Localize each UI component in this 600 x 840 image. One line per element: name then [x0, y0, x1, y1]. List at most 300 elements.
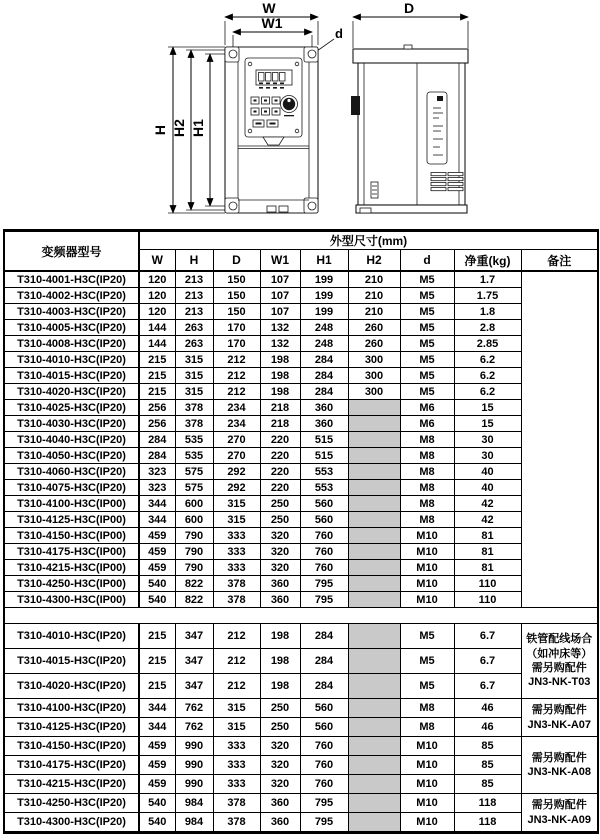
side-slot	[371, 182, 378, 198]
dim-cell: 990	[175, 775, 213, 794]
header-dim-h1: H1	[300, 250, 348, 272]
model-cell: T310-4060-H3C(IP20)	[4, 464, 139, 480]
dim-cell	[348, 674, 400, 699]
dim-cell: 220	[260, 432, 300, 448]
table-row	[4, 304, 598, 320]
mounting-hole	[229, 50, 237, 58]
dim-cell: 553	[300, 480, 348, 496]
weight-cell: 1.75	[454, 288, 521, 304]
nameplate-label	[427, 92, 447, 164]
dim-cell	[348, 813, 400, 833]
remark-line: JN3-NK-A07	[527, 718, 592, 731]
dim-cell: M5	[400, 384, 454, 400]
weight-cell: 30	[454, 448, 521, 464]
dim-cell: M5	[400, 271, 454, 288]
dim-cell: M10	[400, 737, 454, 756]
dim-cell: 320	[260, 756, 300, 775]
table-row	[4, 813, 598, 833]
dim-cell: 344	[139, 699, 175, 718]
table-header	[4, 231, 598, 272]
weight-cell: 6.2	[454, 384, 521, 400]
dim-cell: 378	[175, 400, 213, 416]
weight-cell: 110	[454, 576, 521, 592]
header-size-group: 外型尺寸(mm)	[139, 231, 598, 250]
separator-row	[4, 608, 598, 624]
dim-cell: 320	[260, 528, 300, 544]
dim-cell: 378	[213, 813, 260, 833]
dim-cell: 378	[213, 592, 260, 608]
table-row	[4, 512, 598, 528]
dim-cell: 822	[175, 592, 213, 608]
dim-cell: 213	[175, 288, 213, 304]
dim-cell: 822	[175, 576, 213, 592]
table-row	[4, 528, 598, 544]
weight-cell: 118	[454, 794, 521, 813]
weight-cell: 6.7	[454, 624, 521, 649]
dim-cell: 260	[348, 336, 400, 352]
dim-cell: 333	[213, 528, 260, 544]
dim-cell: 215	[139, 384, 175, 400]
dim-cell: M10	[400, 576, 454, 592]
dim-cell: 120	[139, 304, 175, 320]
dim-cell: 215	[139, 368, 175, 384]
dim-cell: 256	[139, 400, 175, 416]
dim-cell: 270	[213, 432, 260, 448]
header-dim-w: W	[139, 250, 175, 272]
dim-cell: 212	[213, 384, 260, 400]
side-view	[351, 0, 468, 213]
dim-cell	[348, 718, 400, 737]
table-row	[4, 560, 598, 576]
table-row	[4, 416, 598, 432]
dim-cell: 212	[213, 649, 260, 674]
dim-cell: 199	[300, 271, 348, 288]
dim-cell: 170	[213, 336, 260, 352]
dim-cell: 795	[300, 592, 348, 608]
dim-cell: 150	[213, 288, 260, 304]
dim-cell: 284	[300, 649, 348, 674]
model-cell: T310-4175-H3C(IP00)	[4, 544, 139, 560]
table-row	[4, 352, 598, 368]
weight-cell: 1.8	[454, 304, 521, 320]
dim-cell: 762	[175, 718, 213, 737]
dim-cell: 300	[348, 368, 400, 384]
dim-cell: 600	[175, 496, 213, 512]
dim-cell: 284	[139, 448, 175, 464]
model-cell: T310-4100-H3C(IP20)	[4, 699, 139, 718]
weight-cell: 81	[454, 528, 521, 544]
model-cell: T310-4100-H3C(IP00)	[4, 496, 139, 512]
dim-cell: 344	[139, 718, 175, 737]
dim-cell: 234	[213, 400, 260, 416]
dim-cell	[348, 528, 400, 544]
remark-cell	[521, 794, 598, 833]
dim-cell: 284	[139, 432, 175, 448]
dim-cell: 347	[175, 674, 213, 699]
dim-cell: 120	[139, 288, 175, 304]
dim-cell	[348, 592, 400, 608]
dim-cell: M8	[400, 718, 454, 737]
dim-cell: 378	[175, 416, 213, 432]
dim-cell	[348, 544, 400, 560]
dim-cell: M8	[400, 496, 454, 512]
dim-cell: 760	[300, 775, 348, 794]
table-row	[4, 592, 598, 608]
dim-cell	[348, 756, 400, 775]
dim-cell: 315	[213, 496, 260, 512]
weight-cell: 42	[454, 512, 521, 528]
weight-cell: 85	[454, 775, 521, 794]
dim-cell: 292	[213, 480, 260, 496]
table-row	[4, 288, 598, 304]
dim-cell: 360	[300, 416, 348, 432]
dim-cell: 250	[260, 512, 300, 528]
dim-cell	[348, 737, 400, 756]
dim-cell: M5	[400, 674, 454, 699]
dim-cell: M5	[400, 336, 454, 352]
table-row	[4, 320, 598, 336]
model-cell: T310-4020-H3C(IP20)	[4, 674, 139, 699]
dim-cell: 198	[260, 674, 300, 699]
table-body	[4, 271, 598, 833]
dim-cell: 198	[260, 352, 300, 368]
dim-cell: M10	[400, 544, 454, 560]
table-row	[4, 336, 598, 352]
dim-cell: 347	[175, 649, 213, 674]
dim-cell: 333	[213, 775, 260, 794]
header-dim-w1: W1	[260, 250, 300, 272]
dim-cell: 260	[348, 320, 400, 336]
dim-cell	[348, 464, 400, 480]
dim-cell: 540	[139, 794, 175, 813]
table-row	[4, 576, 598, 592]
dim-label-w: W	[262, 0, 276, 16]
dim-cell: M10	[400, 592, 454, 608]
dim-cell: 198	[260, 368, 300, 384]
remark-cell	[521, 737, 598, 794]
dim-cell: 560	[300, 718, 348, 737]
dim-label-depth: D	[403, 0, 415, 16]
model-cell: T310-4001-H3C(IP20)	[4, 271, 139, 288]
dim-cell: 107	[260, 304, 300, 320]
dim-cell: 795	[300, 813, 348, 833]
dim-cell	[348, 448, 400, 464]
dim-cell: 984	[175, 794, 213, 813]
dim-cell: 760	[300, 544, 348, 560]
model-cell: T310-4215-H3C(IP20)	[4, 775, 139, 794]
dim-label-h: H	[152, 124, 168, 136]
header-dim-h: H	[175, 250, 213, 272]
remark-line: 需另购配件	[531, 704, 587, 717]
dim-cell: 760	[300, 560, 348, 576]
model-cell: T310-4250-H3C(IP20)	[4, 794, 139, 813]
model-cell: T310-4040-H3C(IP20)	[4, 432, 139, 448]
dim-cell	[348, 432, 400, 448]
dim-cell: 560	[300, 496, 348, 512]
weight-cell: 6.7	[454, 674, 521, 699]
model-cell: T310-4015-H3C(IP20)	[4, 649, 139, 674]
remark-line: JN3-NK-T03	[528, 676, 591, 689]
dim-cell: 575	[175, 480, 213, 496]
header-model: 变频器型号	[4, 231, 139, 272]
remark-cell	[521, 699, 598, 737]
dim-cell: 250	[260, 718, 300, 737]
dim-cell: 459	[139, 756, 175, 775]
dim-cell: 292	[213, 464, 260, 480]
dim-label-h2: H2	[171, 119, 187, 137]
dim-cell: 333	[213, 737, 260, 756]
dim-cell: M5	[400, 288, 454, 304]
dim-cell: 320	[260, 544, 300, 560]
mounting-hole	[229, 202, 237, 210]
table-row	[4, 496, 598, 512]
dim-cell: 790	[175, 528, 213, 544]
model-cell: T310-4010-H3C(IP20)	[4, 624, 139, 649]
dim-cell: 212	[213, 352, 260, 368]
model-cell: T310-4015-H3C(IP20)	[4, 368, 139, 384]
dim-cell: 215	[139, 649, 175, 674]
dim-cell	[348, 480, 400, 496]
dim-cell: 540	[139, 592, 175, 608]
model-cell: T310-4300-H3C(IP20)	[4, 813, 139, 833]
dim-cell: 535	[175, 448, 213, 464]
weight-cell: 6.2	[454, 368, 521, 384]
dim-cell: 218	[260, 416, 300, 432]
dim-cell: M8	[400, 512, 454, 528]
model-cell: T310-4125-H3C(IP00)	[4, 512, 139, 528]
dim-cell: 284	[300, 352, 348, 368]
dim-cell: 218	[260, 400, 300, 416]
dim-cell: 144	[139, 320, 175, 336]
dim-cell: 284	[300, 674, 348, 699]
weight-cell: 2.8	[454, 320, 521, 336]
weight-cell: 85	[454, 737, 521, 756]
dim-cell: M5	[400, 352, 454, 368]
dim-cell: 215	[139, 352, 175, 368]
dim-cell: 210	[348, 304, 400, 320]
remark-line: JN3-NK-A08	[527, 766, 592, 778]
dim-cell: M10	[400, 775, 454, 794]
dim-cell: M5	[400, 368, 454, 384]
dim-label-d: d	[335, 26, 343, 41]
dim-cell: 760	[300, 756, 348, 775]
dim-cell: 315	[213, 718, 260, 737]
dim-cell: 270	[213, 448, 260, 464]
table-row	[4, 756, 598, 775]
weight-cell: 110	[454, 592, 521, 608]
dim-cell: 284	[300, 384, 348, 400]
dim-cell: 790	[175, 560, 213, 576]
dim-cell: 198	[260, 649, 300, 674]
dim-cell: 300	[348, 384, 400, 400]
dim-cell: 248	[300, 320, 348, 336]
terminal-block	[351, 96, 360, 115]
weight-cell: 118	[454, 813, 521, 833]
weight-cell: 46	[454, 699, 521, 718]
weight-cell: 6.7	[454, 649, 521, 674]
dim-cell: 575	[175, 464, 213, 480]
dim-cell: 360	[260, 794, 300, 813]
dim-cell: 459	[139, 528, 175, 544]
dim-cell: 560	[300, 699, 348, 718]
dim-cell: 344	[139, 512, 175, 528]
dim-cell: 248	[300, 336, 348, 352]
dim-cell: 250	[260, 496, 300, 512]
dim-cell: M5	[400, 320, 454, 336]
header-remark: 备注	[521, 250, 598, 272]
dim-cell: 284	[300, 368, 348, 384]
weight-cell: 2.85	[454, 336, 521, 352]
separator-cell	[4, 608, 598, 624]
dim-cell: M8	[400, 432, 454, 448]
dim-cell: 790	[175, 544, 213, 560]
dim-cell: 263	[175, 320, 213, 336]
dim-cell: 315	[175, 352, 213, 368]
model-cell: T310-4005-H3C(IP20)	[4, 320, 139, 336]
weight-cell: 81	[454, 560, 521, 576]
dim-cell: 107	[260, 288, 300, 304]
dim-cell: 150	[213, 271, 260, 288]
dim-cell	[348, 400, 400, 416]
table-row	[4, 699, 598, 718]
model-cell: T310-4002-H3C(IP20)	[4, 288, 139, 304]
table-row	[4, 271, 598, 288]
dim-cell: M10	[400, 528, 454, 544]
dim-cell: 333	[213, 560, 260, 576]
dim-cell: M8	[400, 448, 454, 464]
dim-cell: 540	[139, 576, 175, 592]
model-cell: T310-4008-H3C(IP20)	[4, 336, 139, 352]
dim-cell: M8	[400, 464, 454, 480]
dim-cell: 215	[139, 624, 175, 649]
dim-cell: 315	[213, 699, 260, 718]
dim-cell: 760	[300, 737, 348, 756]
table-row	[4, 368, 598, 384]
weight-cell: 1.7	[454, 271, 521, 288]
dim-cell: 347	[175, 624, 213, 649]
dim-cell: 107	[260, 271, 300, 288]
model-cell: T310-4175-H3C(IP20)	[4, 756, 139, 775]
remark-line: （如冲床等）	[526, 647, 593, 660]
dim-cell	[348, 496, 400, 512]
dim-cell: 212	[213, 624, 260, 649]
header-row	[4, 231, 598, 250]
weight-cell: 30	[454, 432, 521, 448]
header-dim-d: D	[213, 250, 260, 272]
mounting-hole	[308, 202, 316, 210]
table-row	[4, 794, 598, 813]
dim-cell: 210	[348, 288, 400, 304]
table-row	[4, 544, 598, 560]
dim-cell: 333	[213, 756, 260, 775]
dim-cell: 234	[213, 416, 260, 432]
dim-cell: 378	[213, 794, 260, 813]
dim-label-h1: H1	[190, 119, 206, 137]
table-row	[4, 649, 598, 674]
dim-cell	[348, 576, 400, 592]
dim-cell: 199	[300, 304, 348, 320]
dim-cell: 360	[260, 576, 300, 592]
dim-cell: 762	[175, 699, 213, 718]
dim-cell: 120	[139, 271, 175, 288]
table-row	[4, 674, 598, 699]
dim-cell: M10	[400, 794, 454, 813]
dim-cell	[348, 775, 400, 794]
weight-cell: 81	[454, 544, 521, 560]
table-row	[4, 432, 598, 448]
weight-cell: 46	[454, 718, 521, 737]
dim-label-w1: W1	[261, 15, 283, 31]
dim-cell: 220	[260, 448, 300, 464]
remark-cell	[521, 624, 598, 699]
weight-cell: 42	[454, 496, 521, 512]
dim-cell	[348, 416, 400, 432]
dim-cell: 553	[300, 464, 348, 480]
dim-cell: 333	[213, 544, 260, 560]
model-cell: T310-4050-H3C(IP20)	[4, 448, 139, 464]
model-cell: T310-4030-H3C(IP20)	[4, 416, 139, 432]
dim-cell: 315	[213, 512, 260, 528]
dim-cell: 320	[260, 775, 300, 794]
dim-cell: 344	[139, 496, 175, 512]
dim-cell: 256	[139, 416, 175, 432]
model-cell: T310-4003-H3C(IP20)	[4, 304, 139, 320]
dim-cell: 320	[260, 560, 300, 576]
dim-cell: 560	[300, 512, 348, 528]
keypad-panel	[245, 58, 302, 137]
dim-cell: M8	[400, 480, 454, 496]
dim-cell: 984	[175, 813, 213, 833]
dim-cell: 459	[139, 775, 175, 794]
dim-cell: 198	[260, 384, 300, 400]
dim-cell	[348, 794, 400, 813]
header-dim-d: d	[400, 250, 454, 272]
weight-cell: 6.2	[454, 352, 521, 368]
dimension-table	[3, 229, 599, 834]
model-cell: T310-4025-H3C(IP20)	[4, 400, 139, 416]
dim-cell: M5	[400, 649, 454, 674]
dim-cell: M5	[400, 304, 454, 320]
remark-line: 需另购配件	[531, 662, 587, 674]
table-row	[4, 464, 598, 480]
remark-cell	[521, 271, 598, 608]
dim-cell: 320	[260, 737, 300, 756]
dim-cell: 300	[348, 352, 400, 368]
table-row	[4, 624, 598, 649]
dim-cell: 198	[260, 624, 300, 649]
table-row	[4, 400, 598, 416]
dim-cell: 990	[175, 737, 213, 756]
table-row	[4, 737, 598, 756]
dim-cell: 760	[300, 528, 348, 544]
dim-cell: 170	[213, 320, 260, 336]
top-cap	[353, 49, 468, 63]
dim-cell: 220	[260, 480, 300, 496]
model-cell: T310-4010-H3C(IP20)	[4, 352, 139, 368]
front-view	[152, 0, 343, 213]
dim-cell: 323	[139, 464, 175, 480]
table-row	[4, 775, 598, 794]
dim-cell: 150	[213, 304, 260, 320]
dim-cell: 212	[213, 368, 260, 384]
dim-cell	[348, 624, 400, 649]
dim-cell: 220	[260, 464, 300, 480]
model-cell: T310-4300-H3C(IP00)	[4, 592, 139, 608]
dim-cell: 795	[300, 576, 348, 592]
table-row	[4, 448, 598, 464]
dim-cell: 144	[139, 336, 175, 352]
dim-cell: 515	[300, 432, 348, 448]
